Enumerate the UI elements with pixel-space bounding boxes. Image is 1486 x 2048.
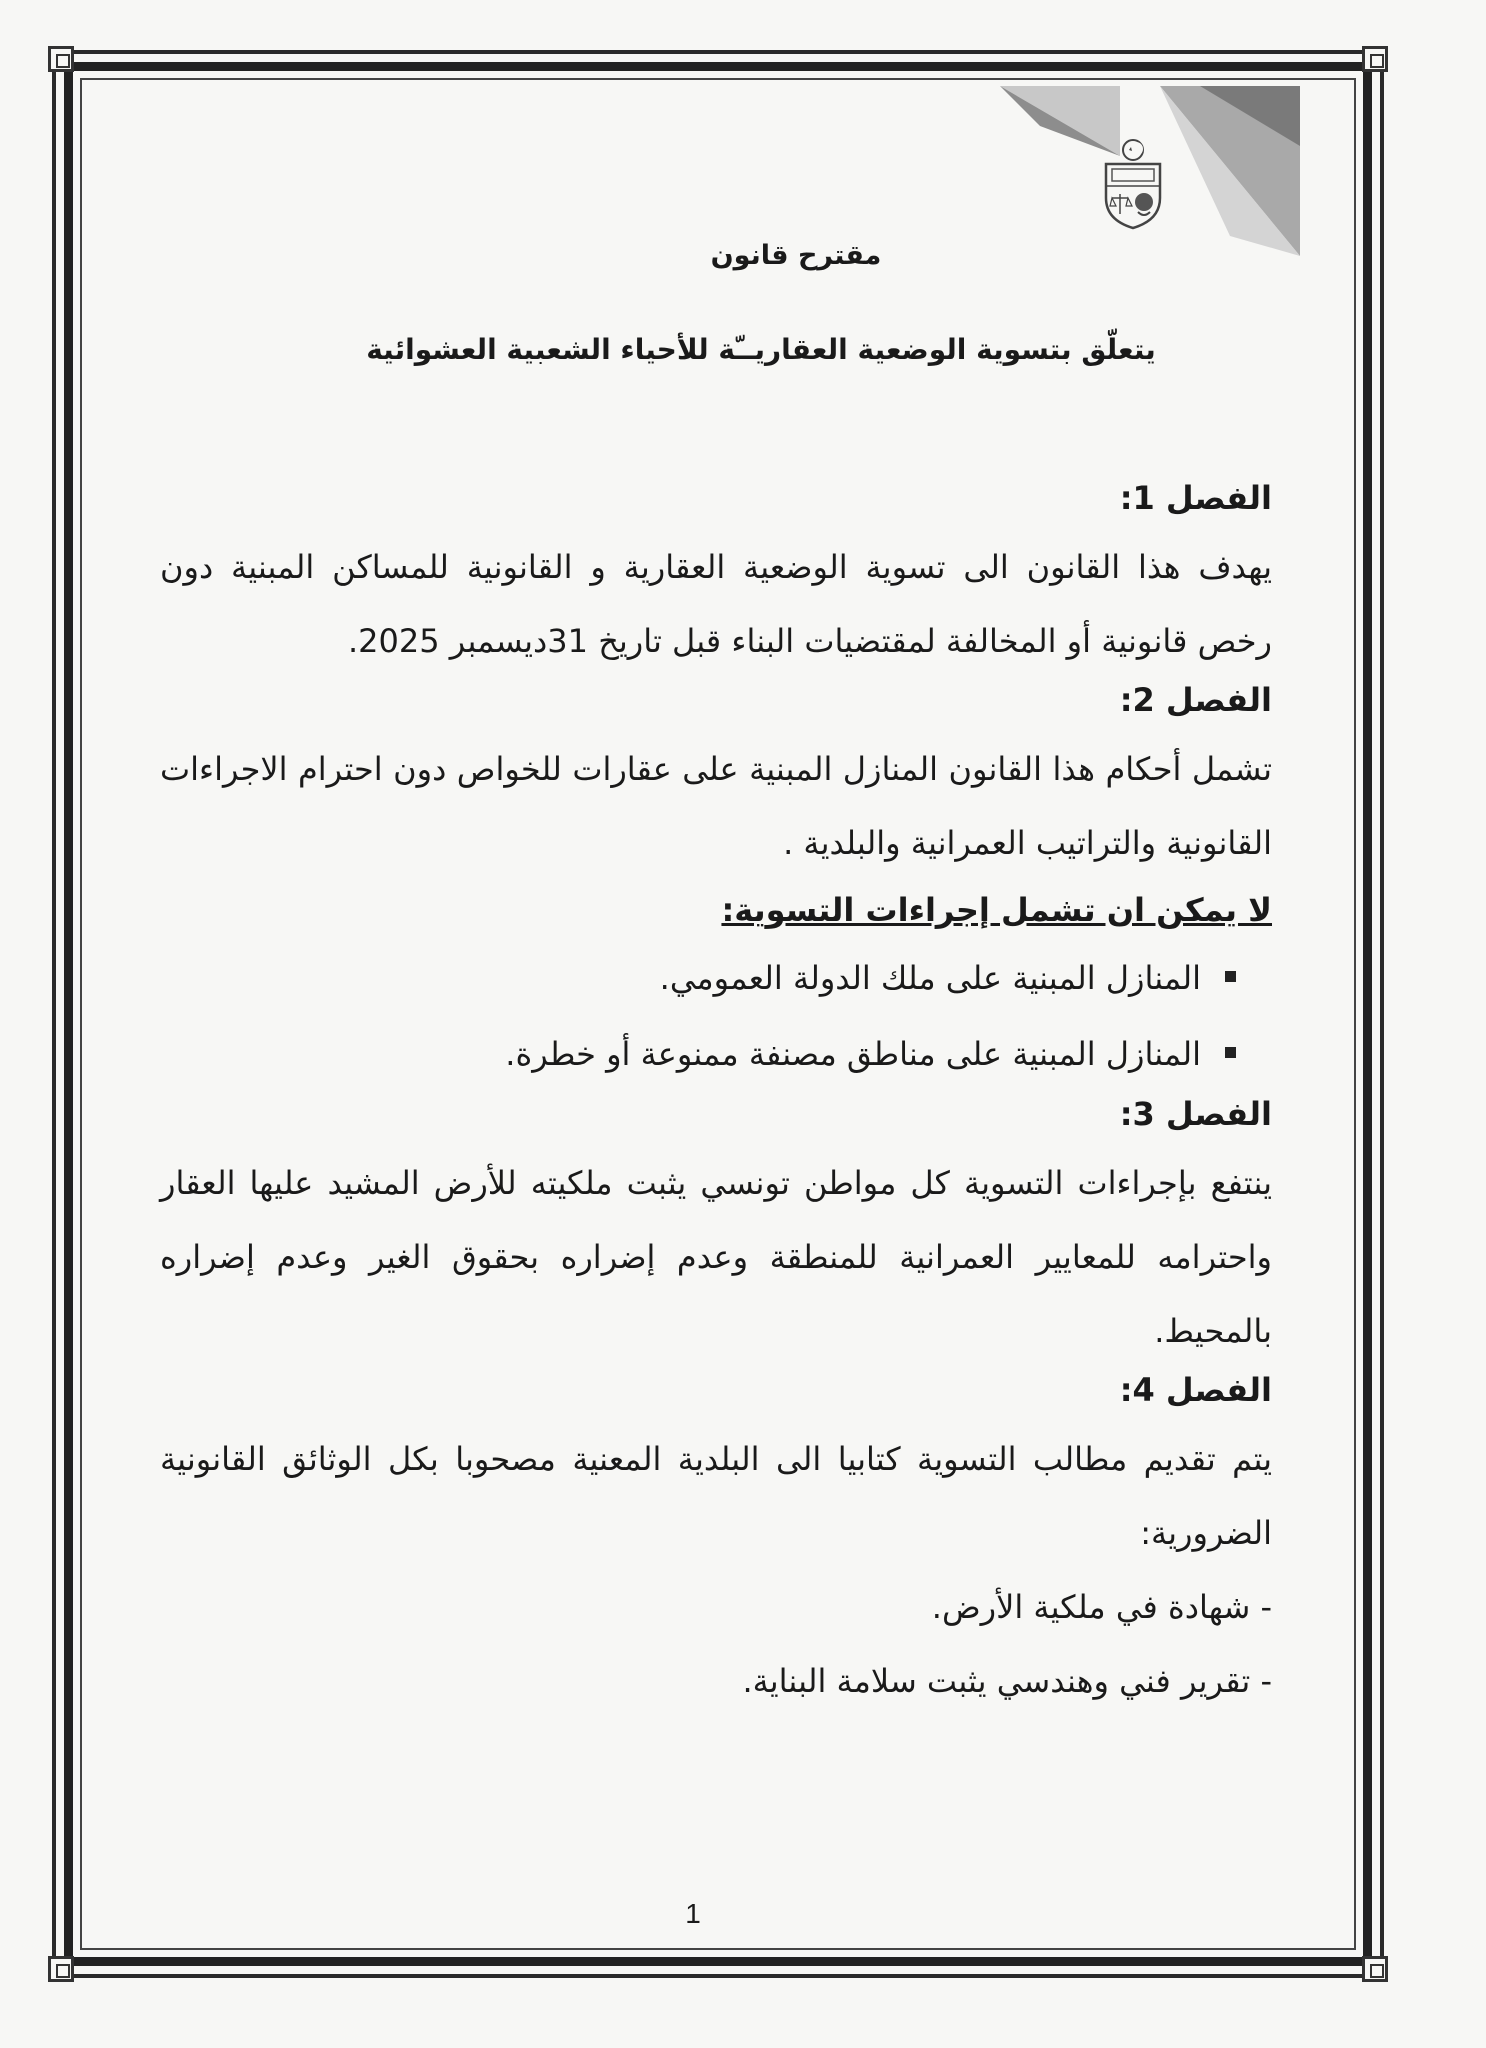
exclusions-list — [160, 940, 1272, 1092]
required-documents-list — [160, 1570, 1272, 1718]
article-4 — [160, 1368, 1272, 1718]
tunisia-coat-of-arms-icon — [1098, 136, 1168, 232]
article-text: تشمل أحكام هذا القانون المنازل المبنية على عقارات للخواص دون احترام الاجراءات القانونية والتراتيب العمرانية والبلدية . — [160, 750, 1272, 862]
articles — [160, 476, 1272, 1718]
exclusions-heading: لا يمكن ان تشمل إجراءات التسوية: — [721, 891, 1272, 929]
border-corner-bottom-right — [1362, 1956, 1388, 1982]
border-corner-top-right — [1362, 46, 1388, 72]
article-2 — [160, 678, 1272, 1092]
article-heading: الفصل 3: — [1119, 1095, 1272, 1133]
article-heading: الفصل 2: — [1119, 681, 1272, 719]
article-3 — [160, 1092, 1272, 1368]
article-text: يتم تقديم مطالب التسوية كتابيا الى البلدية المعنية مصحوبا بكل الوثائق القانونية الضرورية: — [160, 1440, 1272, 1552]
list-item-text: المنازل المبنية على ملك الدولة العمومي. — [659, 959, 1201, 997]
list-item — [160, 1016, 1236, 1092]
page-number: 1 — [685, 1898, 701, 1929]
list-item: - شهادة في ملكية الأرض. — [931, 1588, 1272, 1626]
document-type: مقترح قانون — [710, 240, 882, 271]
list-item — [160, 940, 1236, 1016]
document-title: يتعلّق بتسوية الوضعية العقاريــّة للأحياء الشعبية العشوائية — [366, 333, 1156, 366]
article-text: يهدف هذا القانون الى تسوية الوضعية العقارية و القانونية للمساكن المبنية دون رخص قانونية أو المخالفة لمقتضيات البناء قبل تاريخ 31ديسمبر 2025. — [160, 548, 1272, 660]
square-bullet-icon — [1225, 1047, 1236, 1058]
article-heading: الفصل 4: — [1119, 1371, 1272, 1409]
border-corner-bottom-left — [48, 1956, 74, 1982]
square-bullet-icon — [1225, 971, 1236, 982]
list-item: - تقرير فني وهندسي يثبت سلامة البناية. — [742, 1662, 1272, 1700]
article-1 — [160, 476, 1272, 678]
article-heading: الفصل 1: — [1119, 479, 1272, 517]
article-text: ينتفع بإجراءات التسوية كل مواطن تونسي يثبت ملكيته للأرض المشيد عليها العقار واحترامه للمعايير العمرانية للمنطقة وعدم إضراره بحقوق الغير وعدم إضراره بالمحيط. — [160, 1164, 1272, 1350]
border-corner-top-left — [48, 46, 74, 72]
document-body — [160, 230, 1272, 1718]
list-item-text: المنازل المبنية على مناطق مصنفة ممنوعة أو خطرة. — [505, 1035, 1201, 1073]
